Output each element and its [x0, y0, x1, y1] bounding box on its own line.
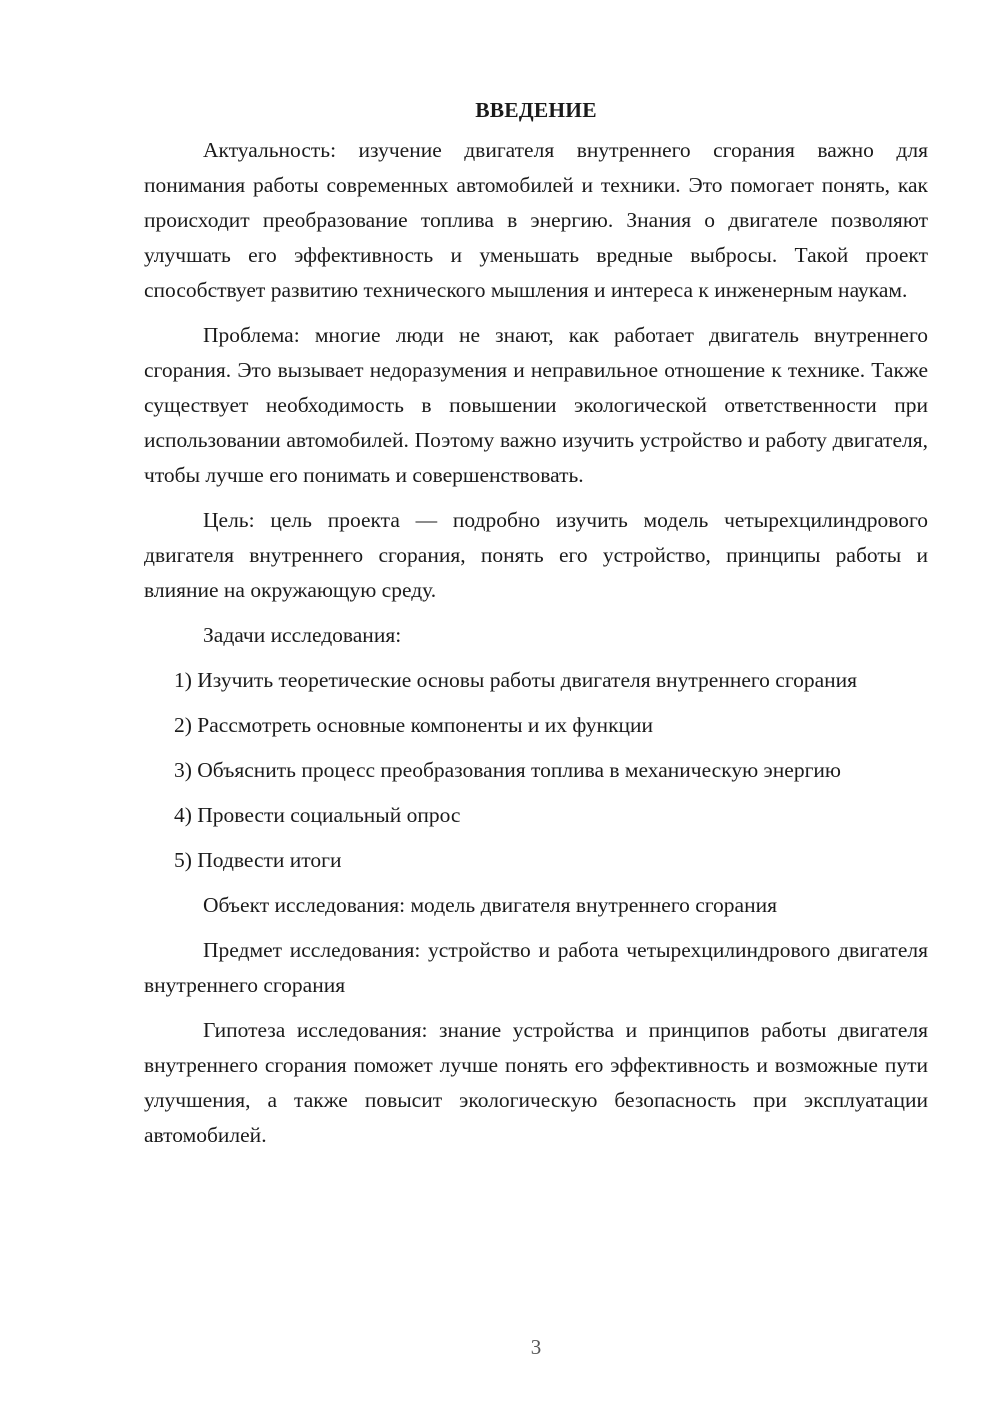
tasks-title: Задачи исследования:: [203, 623, 402, 647]
task-item-3: 3) Объяснить процесс преобразования топлива в механическую энергию: [174, 758, 841, 782]
task-item-5: 5) Подвести итоги: [174, 848, 342, 872]
task-item-4: 4) Провести социальный опрос: [174, 803, 461, 827]
task-item-2: 2) Рассмотреть основные компоненты и их функции: [174, 713, 654, 737]
task-item-1: 1) Изучить теоретические основы работы двигателя внутреннего сгорания: [174, 668, 858, 692]
goal-paragraph: Цель: цель проекта — подробно изучить модель четырехцилиндрового двигателя внутреннего сгорания, понять его устройство, принципы работы и влияние на окружающую среду.: [144, 508, 928, 602]
page-number: 3: [530, 1335, 542, 1359]
hypothesis-paragraph: Гипотеза исследования: знание устройства и принципов работы двигателя внутреннего сгорания поможет лучше понять его эффективность и возможные пути улучшения, а также повысит экологическую безопасность при эксплуатации автомобилей.: [144, 1018, 928, 1147]
object-paragraph: Объект исследования: модель двигателя внутреннего сгорания: [203, 893, 778, 917]
document-page: [144, 88, 928, 1163]
page-title: ВВЕДЕНИЕ: [475, 98, 597, 122]
problem-paragraph: Проблема: многие люди не знают, как работает двигатель внутреннего сгорания. Это вызывает недоразумения и неправильное отношение к технике. Также существует необходимость в повышении экологической ответственности при использовании автомобилей. Поэтому важно изучить устройство и работу двигателя, чтобы лучше его понимать и совершенствовать.: [144, 323, 928, 487]
subject-paragraph: Предмет исследования: устройство и работа четырехцилиндрового двигателя внутреннего сгорания: [144, 938, 928, 997]
relevance-paragraph: Актуальность: изучение двигателя внутреннего сгорания важно для понимания работы современных автомобилей и техники. Это помогает понять, как происходит преобразование топлива в энергию. Знания о двигателе позволяют улучшать его эффективность и уменьшать вредные выбросы. Такой проект способствует развитию технического мышления и интереса к инженерным наукам.: [144, 138, 928, 302]
